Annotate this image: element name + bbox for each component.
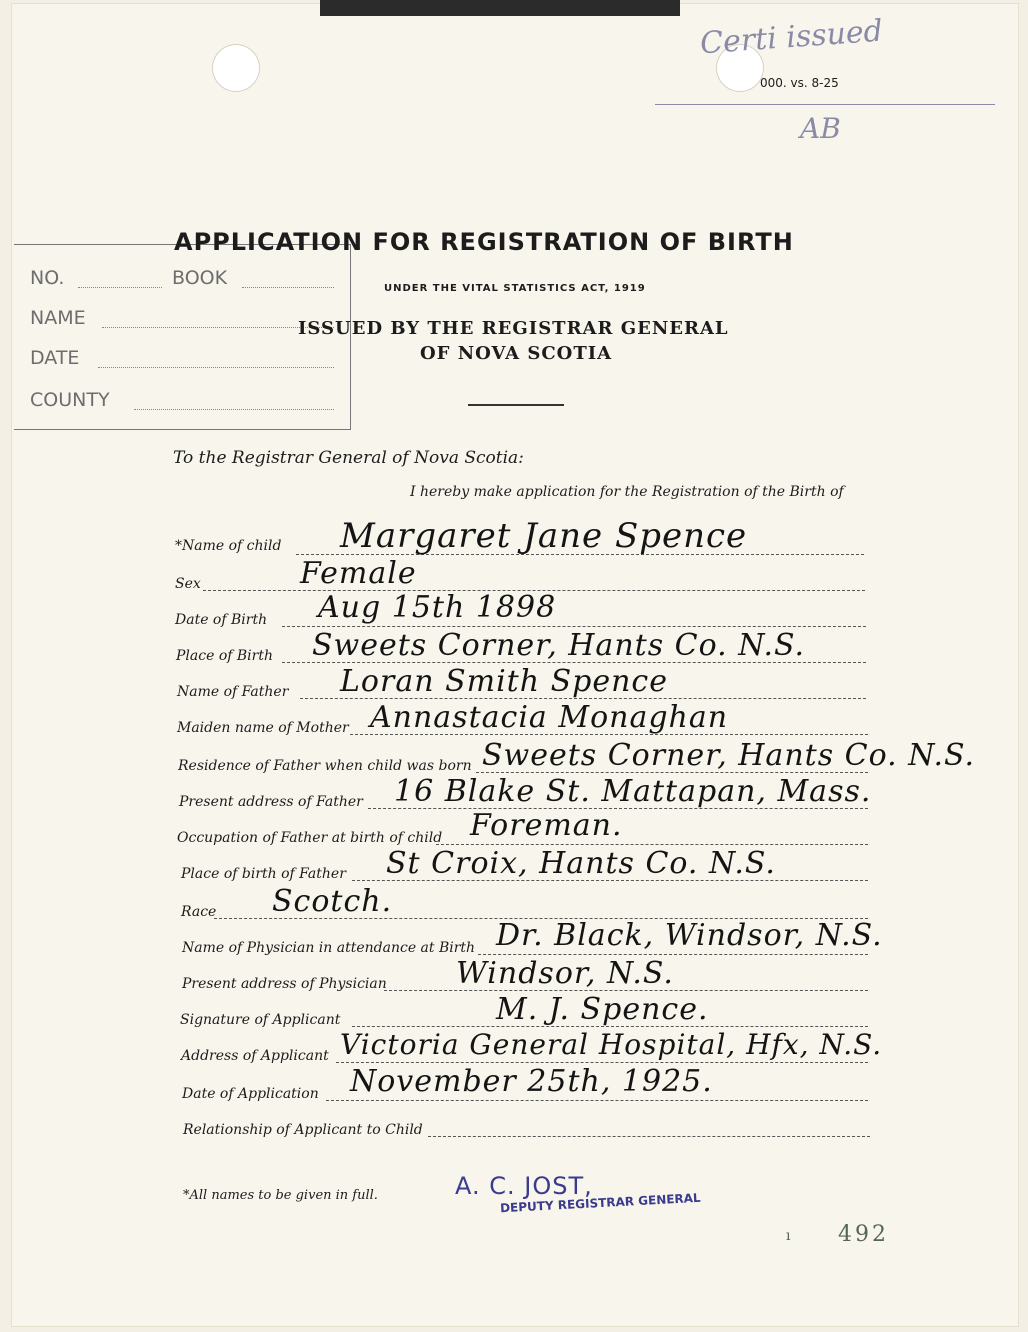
title-divider [468,404,564,406]
label-sex: Sex [175,576,201,592]
label-signature-of-applicant: Signature of Applicant [180,1012,341,1028]
line-occupation-of-father [436,844,868,845]
stamp-book-label: BOOK [172,267,228,289]
label-present-address-of-physician: Present address of Physician [182,976,387,992]
value-present-address-of-physician: Windsor, N.S. [456,956,674,991]
value-race: Scotch. [272,884,393,919]
value-name-of-father: Loran Smith Spence [340,664,668,699]
stamp-book-line [242,287,334,288]
issuer-line-1: ISSUED BY THE REGISTRAR GENERAL [298,318,729,339]
stamp-name-label: NAME [30,307,86,329]
line-relationship-of-applicant [428,1136,870,1137]
label-occupation-of-father: Occupation of Father at birth of child [177,830,443,846]
value-place-of-birth-of-father: St Croix, Hants Co. N.S. [386,846,776,881]
pencil-initials: AB [800,112,841,145]
line-date-of-application [326,1100,868,1101]
page-tick-mark: ı [786,1228,791,1244]
declaration: I hereby make application for the Registration of the Birth of [410,484,844,500]
value-date-of-birth: Aug 15th 1898 [318,590,557,625]
stamp-date-label: DATE [30,347,80,369]
label-name-of-physician: Name of Physician in attendance at Birth [182,940,476,956]
label-address-of-applicant: Address of Applicant [181,1048,329,1064]
salutation: To the Registrar General of Nova Scotia: [173,448,524,468]
line-address-of-applicant [336,1062,868,1063]
value-maiden-name-of-mother: Annastacia Monaghan [370,700,729,735]
stamp-county-line [134,409,334,410]
value-residence-of-father: Sweets Corner, Hants Co. N.S. [482,738,976,773]
label-date-of-application: Date of Application [182,1086,319,1102]
value-name-of-physician: Dr. Black, Windsor, N.S. [496,918,883,953]
label-date-of-birth: Date of Birth [175,612,268,628]
registrar-stamp-name: A. C. JOST, [455,1172,593,1200]
line-name-of-physician [478,954,868,955]
value-signature-of-applicant: M. J. Spence. [496,992,709,1027]
label-present-address-of-father: Present address of Father [179,794,363,810]
stamp-no-line [78,287,162,288]
pencil-note-certificate: Certi issued [699,13,884,62]
value-place-of-birth: Sweets Corner, Hants Co. N.S. [312,628,806,663]
page-number: 492 [838,1222,889,1247]
registrar-stamp-title: DEPUTY REGISTRAR GENERAL [499,1190,701,1216]
stamp-county-label: COUNTY [30,389,110,411]
form-number: 000. vs. 8-25 [760,76,839,90]
form-act: UNDER THE VITAL STATISTICS ACT, 1919 [384,283,646,294]
top-binding-strip [320,0,680,16]
value-sex: Female [300,556,417,591]
stamp-no-label: NO. [30,267,65,289]
form-title: APPLICATION FOR REGISTRATION OF BIRTH [174,228,794,256]
value-occupation-of-father: Foreman. [470,808,623,843]
label-name-of-child: *Name of child [175,538,282,554]
footnote-full-names: *All names to be given in full. [183,1188,378,1203]
label-race: Race [181,904,217,920]
label-residence-of-father: Residence of Father when child was born [178,758,472,774]
label-name-of-father: Name of Father [177,684,289,700]
label-place-of-birth: Place of Birth [176,648,273,664]
value-date-of-application: November 25th, 1925. [350,1064,713,1099]
value-present-address-of-father: 16 Blake St. Mattapan, Mass. [394,774,872,809]
label-maiden-name-of-mother: Maiden name of Mother [177,720,349,736]
value-name-of-child: Margaret Jane Spence [340,516,748,556]
label-place-of-birth-of-father: Place of birth of Father [181,866,346,882]
label-relationship-of-applicant: Relationship of Applicant to Child [183,1122,423,1138]
issuer-line-2: OF NOVA SCOTIA [420,343,613,364]
value-address-of-applicant: Victoria General Hospital, Hfx, N.S. [340,1028,883,1061]
line-date-of-birth [282,626,866,627]
stamp-date-line [98,367,334,368]
pencil-underline [655,104,995,105]
punch-hole-left [212,44,260,92]
